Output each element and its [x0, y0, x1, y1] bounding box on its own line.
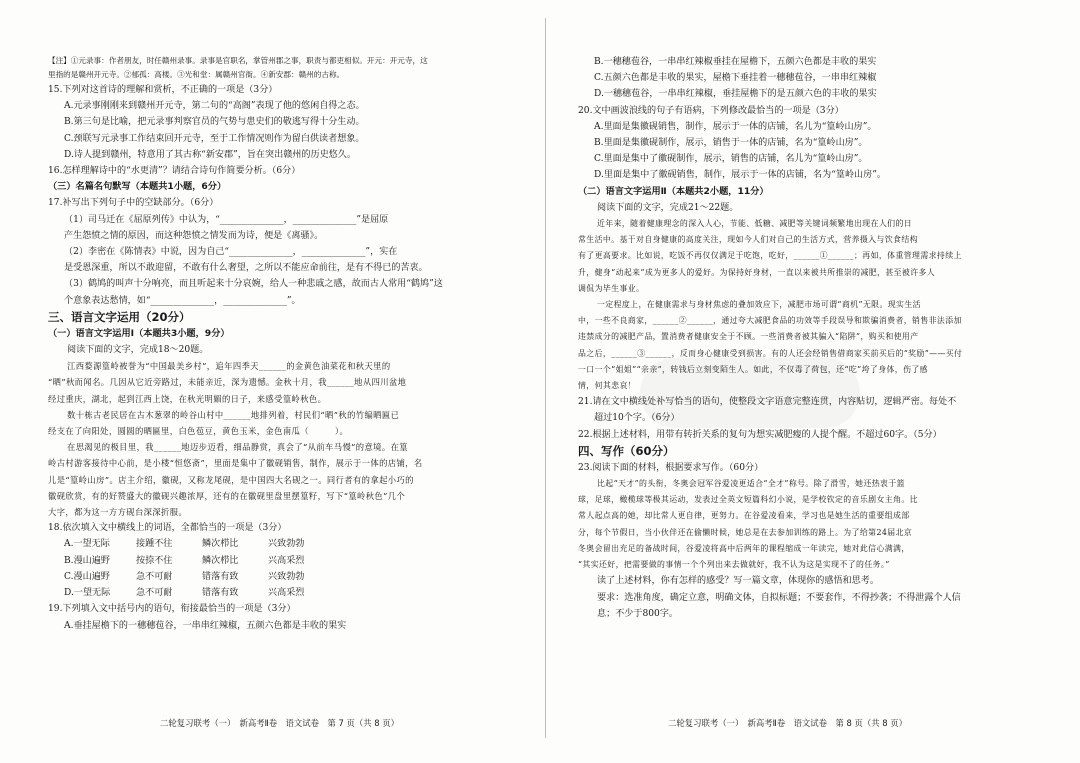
passage-line: 经过重庆，湖北，起到江西上饶，在秋光明媚的日子，来感受篁岭秋色。: [48, 393, 327, 404]
option-cell: 错落有致: [202, 571, 239, 582]
page-7: [48, 54, 518, 634]
passage-line: 近年来，随着健康理念的深入人心，节能、低糖、减肥等关键词频繁地出现在人们的日: [597, 219, 913, 229]
question-line: A.垂挂屋檐下的一穗穗苞谷，一串串红辣椒，五颜六色都是丰收的果实: [64, 620, 347, 631]
option-row: [64, 553, 518, 569]
option-cell: A.一望无际: [64, 539, 110, 550]
question-line: 21.请在文中横线处补写恰当的语句，使整段文字语意完整连贯，内容贴切，逻辑严密。每处不: [578, 397, 957, 408]
passage-line: 违禁成分的减肥产品，置消费者健康安全于不顾。一些消费者被其骗入“陷阱”，购买和使用产: [578, 332, 919, 342]
section-language-use: 三、语言文字运用（20分）: [48, 309, 191, 324]
option-row: [64, 536, 518, 552]
option-cell: 鳞次栉比: [202, 555, 239, 566]
subsection-language-2: （二）语言文字运用Ⅱ（本题共2小题，11分）: [578, 185, 769, 197]
option-cell: 按捺不住: [136, 555, 173, 566]
option-row: [64, 585, 518, 601]
passage-line: 冬奥会留出充足的备战时间，谷爱凌将高中后两年的课程缩成一年读完，她对此信心满满，: [578, 543, 910, 553]
question-line: B.一穗穗苞谷，一串串红辣椒垂挂在屋檐下，五颜六色都是丰收的果实: [594, 57, 877, 67]
note-line: 里指的是赣州开元寺。②郁孤：高楼。③光和堂：属赣州官衙。④新安郡：赣州的古称。: [48, 70, 345, 79]
passage-line: “晒”秋而闻名。几因从它近旁路过，未能亲近，深为遗憾。金秋十月，我______地从四川盆地: [48, 377, 407, 388]
passage-line: 常人起点高的她，却比常人更自律，更努力。在谷爱凌看来，学习也是她生活的重要组成部: [578, 511, 910, 521]
page-footer-7: 二轮复习联考（一） 新高考Ⅱ卷 语文试卷 第 7 页（共 8 页）: [160, 718, 399, 728]
passage-line: 岭古村游客接待中心前，是小楼“恒悠斋”，里面是集中了徽砚销售，制作，展示于一体的店铺，名: [48, 458, 423, 469]
question-line: 产生怨愤之情的原因，而这种怨愤之情发而为诗，便是《离骚》。: [64, 230, 324, 241]
question-17: [48, 195, 518, 308]
page-footer-8: 二轮复习联考（一） 新高考Ⅱ卷 语文试卷 第 8 页（共 8 页）: [668, 718, 907, 728]
passage-gu-ailing: [578, 476, 1030, 573]
question-line: 22.根据上述材料，用带有转折关系的复句为想实减肥瘦的人提个醒。不超过60字。（5分）: [578, 429, 942, 440]
requirement-line: 要求：选准角度，确定立意，明确文体，自拟标题；不要套作，不得抄袭；不得泄露个人信: [597, 592, 961, 603]
question-line: 超过10个字。（6分）: [594, 413, 680, 424]
passage-line: 徽砚欣赏，有的好赞盛大的徽砚兴趣浓厚，还有的在徽砚里盘里摆篁籽，写下“篁岭秋色”几个: [48, 490, 406, 501]
question-line: 15.下列对这首诗的理解和赏析，不正确的一项是（3分）: [48, 85, 278, 95]
option-row: [64, 569, 518, 585]
question-line: C.五颜六色都是丰收的果实，屋檐下垂挂着一穗穗苞谷，一串串红辣椒: [594, 73, 877, 84]
option-cell: 错落有致: [202, 588, 239, 599]
page-8: [578, 54, 1030, 622]
questions-19-20: [578, 54, 1030, 184]
passage-diet: [578, 216, 1030, 394]
question-line: D.一穗穗苞谷，一串串红辣椒，垂挂屋檐下的是五颜六色的丰收的果实: [594, 89, 877, 100]
subsection-language-1: （一）语言文字运用Ⅰ（本题共3小题，9分）: [48, 327, 230, 339]
option-cell: 兴高采烈: [268, 555, 305, 566]
question-line: A.元录事刚刚来到赣州开元寺，第二句的“高阁”表现了他的悠闲自得之态。: [64, 101, 365, 112]
question-18-stem: [48, 520, 518, 536]
passage-line: 调侃为毕生事业。: [578, 283, 645, 293]
passage-line: “其实还好，把需要做的事情一个个列出来去做就好，我不认为这是实现不了的任务。”: [578, 560, 890, 570]
questions-15-16: [48, 82, 518, 179]
passage-line: 儿是“篁岭山房”。店主介绍，徽砚，又称龙尾砚，是中国四大名砚之一。同行者有的拿起小巧的: [48, 474, 414, 485]
question-line: A.里面是集徽砚销售，制作，展示于一体的店铺，名儿为“篁岭山房”。: [594, 121, 877, 132]
passage-line: 大字，都为这一方方砚台深深折服。: [48, 507, 188, 518]
question-line: B.里面是集徽砚制作，展示，销售于一体的店铺，名为“篁岭山房”。: [594, 138, 868, 149]
question-18-options: [48, 536, 518, 601]
option-cell: D.一望无际: [64, 588, 111, 599]
question-line: C.颈联写元录事工作结束回开元寺，至于工作情况则作为留白供读者想象。: [64, 133, 365, 144]
question-line: 17.补写出下列句子中的空缺部分。（6分）: [48, 198, 219, 209]
question-line: （1）司马迁在《屈原列传》中认为，“______________，______________”是屈原: [64, 214, 389, 225]
note-line: 【注】①元录事：作者朋友，时任赣州录事。录事是官职名，掌管州郡之事，职责与都吏相似。开元：开元寺，这: [48, 56, 428, 65]
option-cell: C.漫山遍野: [64, 571, 110, 582]
question-line: 个意象表达愁情，如“______________，______________”。: [64, 295, 301, 306]
question-line: 23.阅读下面的材料，根据要求写作。（60分）: [578, 462, 764, 473]
question-line: B.第三句是比喻，把元录事判察官员的气势与患史们的敬逃写得十分生动。: [64, 117, 365, 128]
option-cell: 兴致勃勃: [268, 539, 305, 550]
question-line: D.里面是集中了徽砚销售，制作，展示于一体的店铺，名为“篁岭山房”。: [594, 170, 886, 181]
passage-line: 在思渴见的极目里，我______地迈步迈看，细品静赏，真会了“从前车马慢”的意境。在篁: [67, 442, 408, 453]
question-line: （2）李密在《陈情表》中说，因为自己“______________，______________”，实在: [64, 247, 398, 258]
requirement-line: 读了上述材料，你有怎样的感受？写一篇文章，体现你的感悟和思考。: [597, 576, 879, 587]
passage-line: 常生活中。基于对自身健康的高度关注，现如今人们对自己的生活方式，营养摄入与饮食结构: [578, 235, 918, 245]
subsection-memorize: （三）名篇名句默写（本题共1小题，6分）: [48, 181, 227, 193]
passage-line: 一定程度上，在健康需求与身材焦虑的叠加效应下，减肥市场可谓“商机”无限。现实生活: [597, 300, 921, 310]
question-19: [48, 601, 518, 633]
passage-line: 比起“天才”的头衔，冬奥会冠军谷爱凌更适合“全才”称号。除了滑雪，她还热衷于篮: [597, 479, 905, 489]
passage-line: 经支在了向阳处，圆圆的晒匾里，白色苞豆，黄色玉米，金色南瓜（ ）。: [48, 426, 349, 437]
question-line: D.诗人提到赣州，特意用了其古称“新安郡”，旨在突出赣州的历史悠久。: [64, 149, 356, 160]
passage-line: 升，健身“动起来”成为更多人的爱好。为保持好身材，一直以来被共所推崇的减肥，甚至被许多人: [578, 267, 936, 277]
section-writing: 四、写作（60分）: [578, 443, 675, 458]
option-cell: 兴高采烈: [268, 588, 305, 599]
passage-line: 有了更高要求。比如说，吃饭不再仅仅满足于吃饱，吃好，______①______；再如，体重管理需求持续上: [578, 251, 962, 261]
option-cell: B.漫山遍野: [64, 555, 110, 566]
option-cell: 接踵不往: [136, 539, 173, 550]
passage-line: 分，每个节假日，当小伙伴还在偷懒时候，她总是在去参加训练的路上。为了给第24届北京: [578, 527, 913, 537]
question-23-stem: [578, 460, 1030, 476]
question-line: 16.怎样理解诗中的“水更清”？请结合诗句作简要分析。（6分）: [48, 166, 301, 177]
question-line: C.里面是集中了徽砚制作，展示，销售的店铺，名儿为“篁岭山房”。: [594, 154, 868, 165]
option-cell: 急不可耐: [136, 571, 173, 582]
passage-wuyuan: [48, 358, 518, 520]
writing-requirements: [578, 573, 1030, 622]
reading-instruction: 阅读下面的文字，完成21～22题。: [597, 202, 739, 213]
question-line: 20.文中画波浪线的句子有语病，下列修改最恰当的一项是（3分）: [578, 105, 844, 116]
option-cell: 兴致勃勃: [268, 571, 305, 582]
passage-line: 球，足球，橄榄球等极其运动，发表过全英文短篇科幻小说，是学校钦定的音乐剧女主角。比: [578, 495, 918, 505]
passage-line: 情，何其悲哀！: [578, 381, 637, 391]
passage-line: 品之后，______③______，反而身心健康受到损害。有的人还会经销售借商家买前买后的“奖励”——买付: [578, 348, 963, 358]
question-line: 19.下列填入文中括号内的语句，衔接最恰当的一项是（3分）: [48, 604, 296, 615]
passage-line: 数十栋古老民居在古木葱翠的岭谷山村中______地排列着，村民们“晒”秋的竹编晒匾已: [67, 409, 400, 420]
option-cell: 鳞次栉比: [202, 539, 239, 550]
questions-21-22: [578, 394, 1030, 443]
requirement-line: 息；不少于800字。: [597, 608, 679, 619]
page-divider: [545, 18, 546, 738]
passage-line: 一口一个“姐姐”“亲亲”，转钱后立刻变陌生人。如此，不仅毒了荷包，还“吃”垮了身体，伤了感: [578, 364, 928, 374]
poem-notes: [48, 54, 518, 82]
option-cell: 急不可耐: [136, 588, 173, 599]
question-line: 18.依次填入文中横线上的词语，全都恰当的一项是（3分）: [48, 523, 287, 534]
passage-line: 中，一些不良商家，______②______，通过夸大减肥食品的功效等手段误导和欺骗消费者，销售非法添加: [578, 316, 962, 326]
passage-line: 江西婺源篁岭被誉为“中国最美乡村”，追年四季天______的金黄色油菜花和秋天里的: [67, 361, 391, 372]
reading-instruction: 阅读下面的文字，完成18～20题。: [67, 345, 209, 356]
question-line: 是受恩深重，所以不敢迎留，不敢有什么奢望，之所以不能应命前往，是有不得已的苦衷。: [64, 263, 428, 274]
question-line: （3）鹤鸠的叫声十分响亮，而且听起来十分哀婉，给人一种悲戚之感，故而古人常用“鹤鸠”这: [64, 279, 443, 290]
